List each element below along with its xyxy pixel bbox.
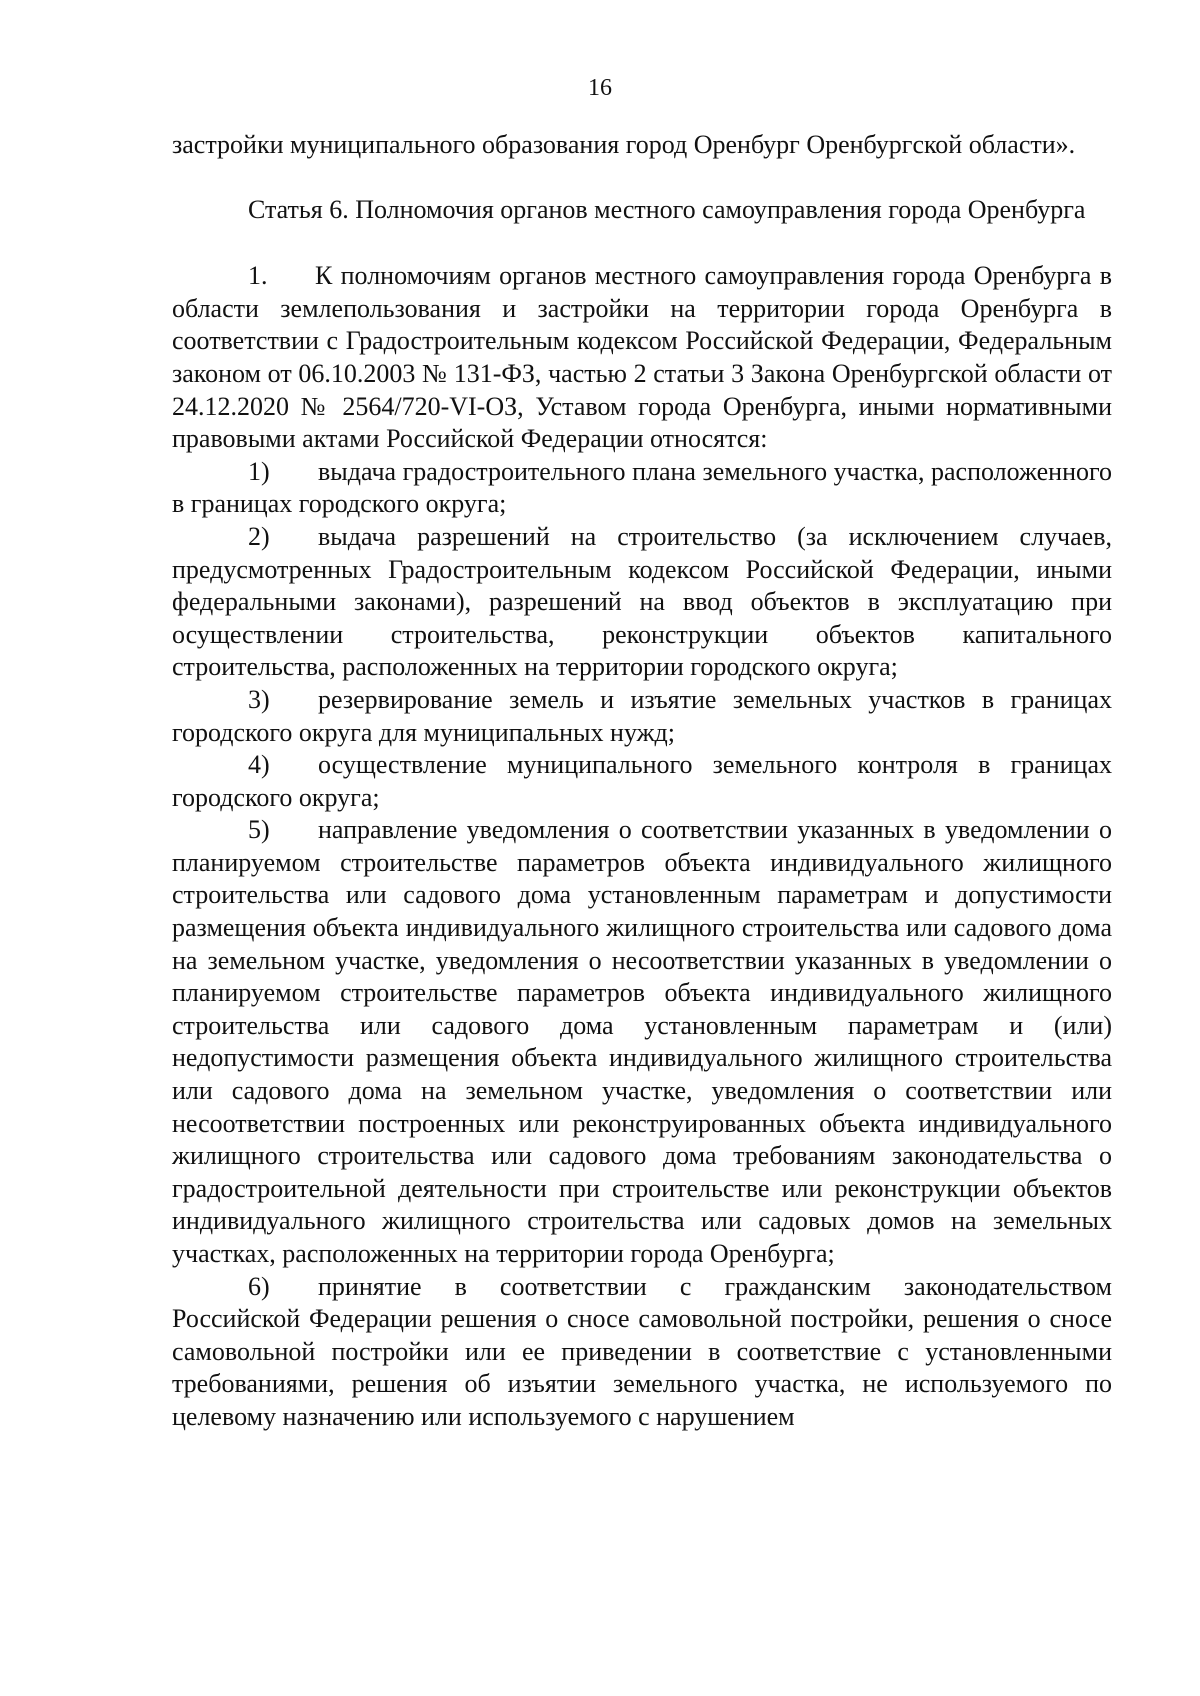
list-item-2-number: 2) [248, 521, 270, 551]
clause-1-number: 1. [248, 261, 268, 291]
list-item-1-text: выдача градостроительного плана земельного участка, расположенного в границах городского округа; [172, 456, 1112, 519]
list-item-6-number: 6) [248, 1271, 270, 1301]
page-number: 16 [588, 75, 612, 101]
list-item-5-number: 5) [248, 815, 270, 845]
list-item-1-number: 1) [248, 456, 270, 486]
document-body [172, 129, 1112, 1434]
list-item-3 [172, 684, 1112, 749]
list-item-6 [172, 1271, 1112, 1434]
list-item-2 [172, 521, 1112, 684]
list-item-4 [172, 749, 1112, 814]
list-item-5 [172, 814, 1112, 1270]
list-item-1 [172, 456, 1112, 521]
list-item-2-text: выдача разрешений на строительство (за исключением случаев, предусмотренных Градостроительным кодексом Российской Федерации, иными федеральными законами), разрешений на ввод объектов в эксплуатацию при осуществлении строительства, реконструкции объектов капитального строительства, расположенных на территории городского округа; [172, 521, 1112, 682]
list-item-4-number: 4) [248, 750, 270, 780]
continuation-paragraph: застройки муниципального образования город Оренбург Оренбургской области». [172, 130, 1076, 159]
list-item-3-text: резервирование земель и изъятие земельных участков в границах городского округа для муниципальных нужд; [172, 684, 1112, 747]
clause-1-text: К полномочиям органов местного самоуправления города Оренбурга в области землепользования и застройки на территории города Оренбурга в соответствии с Градостроительным кодексом Российской Федерации, Федеральным законом от 06.10.2003 № 131-ФЗ, частью 2 статьи 3 Закона Оренбургской области от 24.12.2020 № 2564/720-VI-ОЗ, Уставом города Оренбурга, иными нормативными правовыми актами Российской Федерации относятся: [172, 261, 1112, 454]
list-item-4-text: осуществление муниципального земельного контроля в границах городского округа; [172, 750, 1112, 812]
list-item-6-text: принятие в соответствии с гражданским законодательством Российской Федерации решения о сносе самовольной постройки, решения о сносе самовольной постройки или ее приведении в соответствие с установленными требованиями, решения об изъятии земельного участка, не используемого по целевому назначению или используемого с нарушением [172, 1271, 1112, 1431]
list-item-5-text: направление уведомления о соответствии указанных в уведомлении о планируемом строительстве параметров объекта индивидуального жилищного строительства или садового дома установленным параметрам и допустимости размещения объекта индивидуального жилищного строительства или садового дома на земельном участке, уведомления о несоответствии указанных в уведомлении о планируемом строительстве параметров объекта индивидуального жилищного строительства или садового дома установленным параметрам и (или) недопустимости размещения объекта индивидуального жилищного строительства или садового дома на земельном участке, уведомления о соответствии или несоответствии построенных или реконструированных объекта индивидуального жилищного строительства или садового дома требованиям законодательства о градостроительной деятельности при строительстве или реконструкции объектов индивидуального жилищного строительства или садовых домов на земельных участках, расположенных на территории города Оренбурга; [172, 815, 1112, 1268]
clause-1 [172, 260, 1112, 456]
article-title: Статья 6. Полномочия органов местного самоуправления города Оренбурга [248, 194, 1086, 224]
list-item-3-number: 3) [248, 684, 270, 714]
